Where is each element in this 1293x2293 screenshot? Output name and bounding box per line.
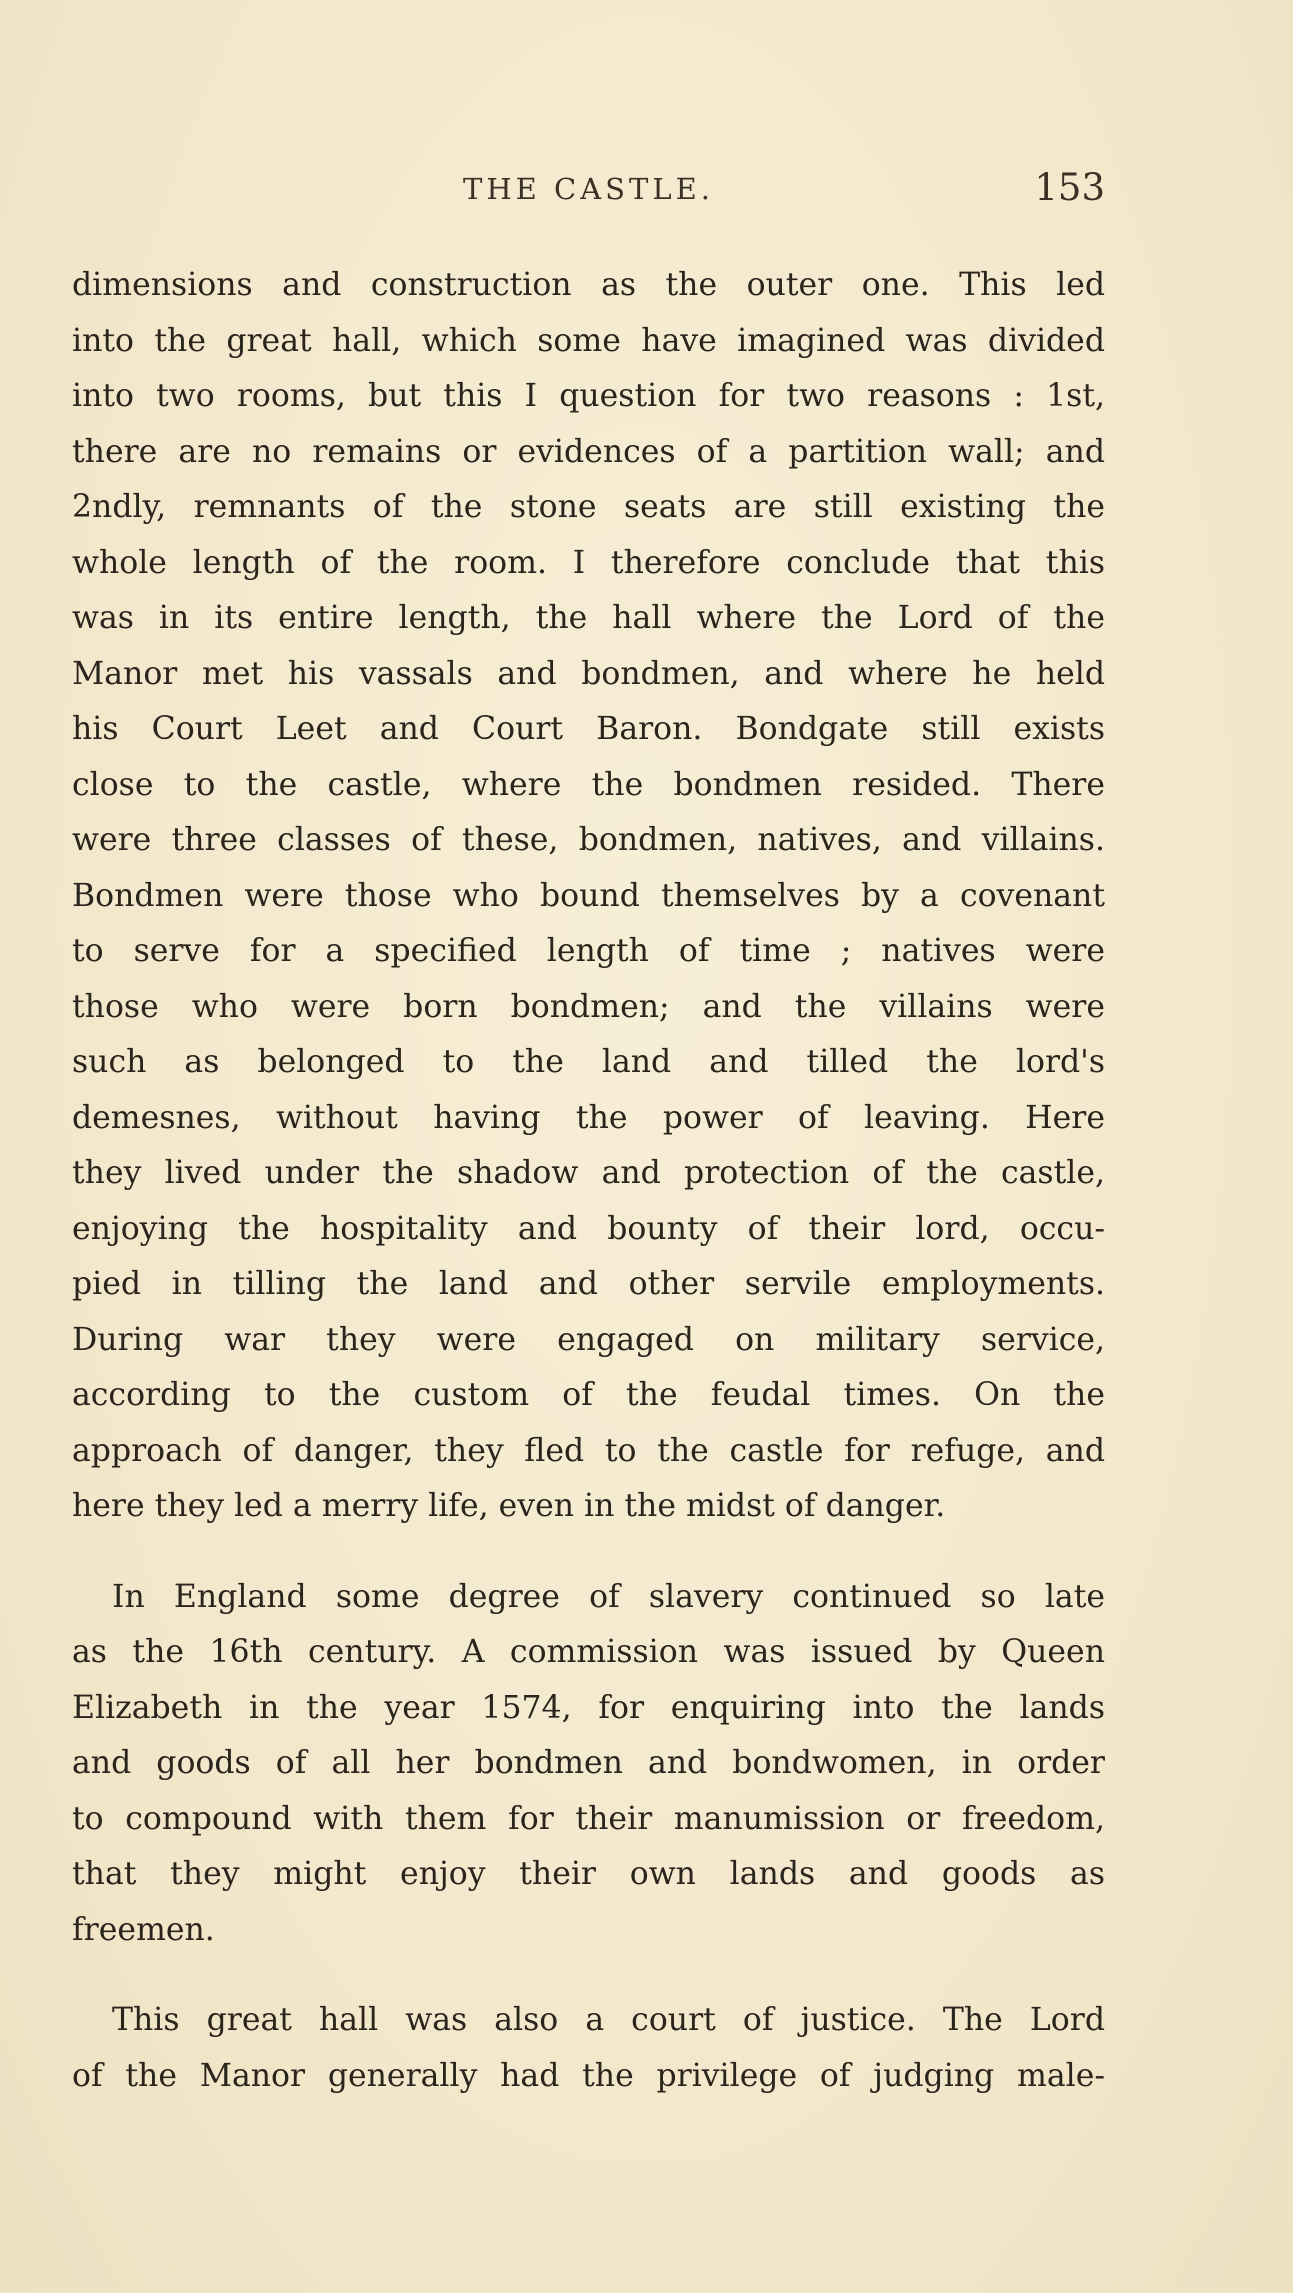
text-line: whole length of the room. I therefore conclude that this: [72, 544, 1105, 581]
text-line: 2ndly, remnants of the stone seats are still existing the: [72, 489, 1105, 525]
text-line: there are no remains or evidences of a partition wall; and: [72, 433, 1105, 470]
text-line: according to the custom of the feudal times. On the: [72, 1377, 1105, 1413]
text-line: This great hall was also a court of justice. The Lord: [112, 2002, 1105, 2038]
text-line: In England some degree of slavery continued so late: [112, 1578, 1105, 1615]
text-line: freemen.: [72, 1911, 215, 1948]
text-line: and goods of all her bondmen and bondwomen, in order: [72, 1745, 1105, 1781]
text-line: During war they were engaged on military service,: [72, 1321, 1105, 1358]
text-line: to serve for a specified length of time ; natives were: [72, 933, 1105, 969]
text-line: enjoying the hospitality and bounty of their lord, occu-: [72, 1210, 1105, 1247]
text-line: were three classes of these, bondmen, natives, and villains.: [72, 822, 1105, 858]
paragraph-2: [72, 1570, 1105, 1959]
text-line: that they might enjoy their own lands and goods as: [72, 1856, 1105, 1892]
text-line: pied in tilling the land and other servile employments.: [72, 1266, 1105, 1302]
text-line: those who were born bondmen; and the villains were: [72, 988, 1105, 1025]
text-line: Manor met his vassals and bondmen, and where he held: [72, 655, 1105, 692]
text-line: as the 16th century. A commission was issued by Queen: [72, 1634, 1105, 1670]
text-line: Bondmen were those who bound themselves by a covenant: [72, 877, 1105, 914]
paragraph-1: [72, 258, 1105, 1535]
text-line: of the Manor generally had the privilege of judging male-: [72, 2057, 1105, 2094]
text-line: dimensions and construction as the outer one. This led: [72, 267, 1105, 303]
page-number: 153: [1034, 166, 1105, 209]
text-line: his Court Leet and Court Baron. Bondgate still exists: [72, 711, 1105, 747]
text-line: into the great hall, which some have imagined was divided: [72, 322, 1105, 359]
running-head: [72, 166, 1105, 222]
text-line: to compound with them for their manumission or freedom,: [72, 1800, 1105, 1837]
text-line: was in its entire length, the hall where the Lord of the: [72, 600, 1105, 636]
text-line: here they led a merry life, even in the midst of danger.: [72, 1488, 946, 1524]
text-line: approach of danger, they fled to the castle for refuge, and: [72, 1432, 1105, 1469]
text-line: they lived under the shadow and protection of the castle,: [72, 1155, 1105, 1191]
running-title: THE CASTLE.: [462, 172, 714, 206]
text-line: such as belonged to the land and tilled the lord's: [72, 1044, 1105, 1080]
body-text: [72, 258, 1105, 2104]
text-line: into two rooms, but this I question for two reasons : 1st,: [72, 378, 1105, 414]
text-line: demesnes, without having the power of leaving. Here: [72, 1099, 1105, 1136]
paragraph-3: [72, 1993, 1105, 2104]
text-line: Elizabeth in the year 1574, for enquiring into the lands: [72, 1689, 1105, 1726]
text-line: close to the castle, where the bondmen resided. There: [72, 766, 1105, 803]
